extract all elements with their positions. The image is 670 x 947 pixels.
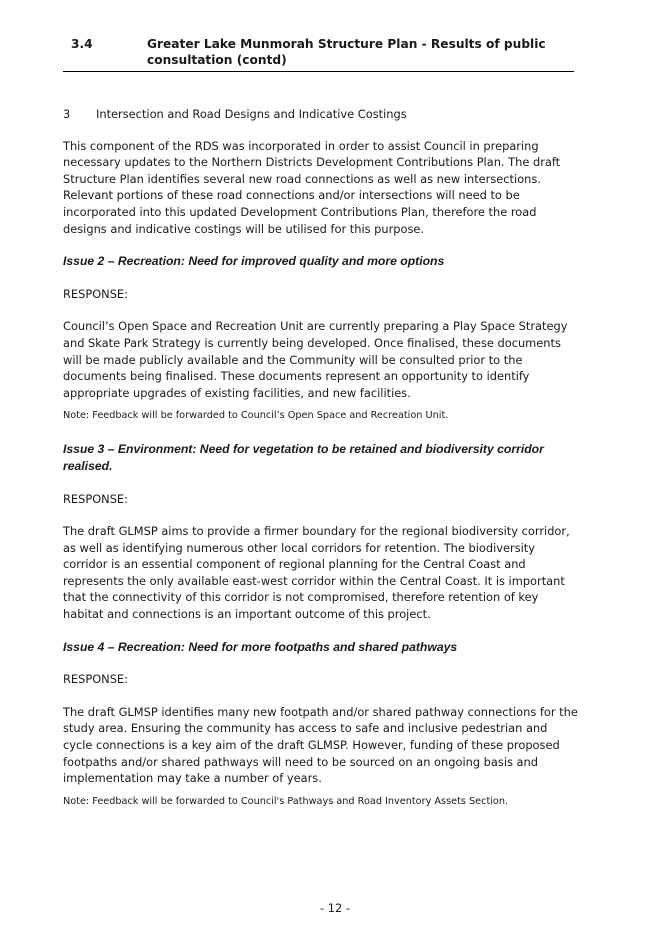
response-label: RESPONSE:: [63, 491, 128, 506]
page-header: [63, 36, 574, 72]
issue-heading: Issue 3 – Environment: Need for vegetation to be retained and biodiversity corridor realised.: [63, 442, 544, 473]
item-text: Intersection and Road Designs and Indicative Costings: [96, 107, 407, 121]
item-number: 3: [63, 107, 71, 121]
numbered-item: [63, 106, 578, 123]
response-label: RESPONSE:: [63, 672, 128, 687]
response-label: RESPONSE:: [63, 286, 128, 301]
note-text: Note: Feedback will be forwarded to Council’s Open Space and Recreation Unit.: [63, 410, 449, 422]
response-paragraph: Council’s Open Space and Recreation Unit are currently preparing a Play Space Strategy and Skate Park Strategy is currently being developed. Once finalised, these documents will be made publicly available and the Community will be consulted prior to the documents being finalised. These documents represent an opportunity to identify appropriate upgrades of existing facilities, and new facilities.: [63, 319, 568, 400]
intro-paragraph: This component of the RDS was incorporated in order to assist Council in preparing necessary updates to the Northern Districts Development Contributions Plan. The draft Structure Plan identifies several new road connections as well as new intersections. Relevant portions of these road connections and/or intersections will need to be incorporated into this updated Development Contributions Plan, therefore the road designs and indicative costings will be utilised for this purpose.: [63, 138, 561, 236]
section-title: Greater Lake Munmorah Structure Plan - Results of public consultation (contd): [147, 37, 546, 67]
response-paragraph: The draft GLMSP aims to provide a firmer boundary for the regional biodiversity corridor, as well as identifying numerous other local corridors for retention. The biodiversity corridor is an essential component of regional planning for the Central Coast and represents the only available east-west corridor within the Central Coast. It is important that the connectivity of this corridor is not compromised, therefore retention of key habitat and connections is an important outcome of this project.: [63, 524, 570, 622]
section-number: 3.4: [71, 37, 93, 51]
note-text: Note: Feedback will be forwarded to Council's Pathways and Road Inventory Assets Section.: [63, 795, 509, 807]
page-content: [63, 106, 578, 827]
response-paragraph: The draft GLMSP identifies many new footpath and/or shared pathway connections for the study area. Ensuring the community has access to safe and inclusive pedestrian and cycle connections is a key aim of the draft GLMSP. However, funding of these proposed footpaths and/or shared pathways will need to be sourced on an ongoing basis and implementation may take a number of years.: [63, 704, 578, 786]
page-number: - 12 -: [320, 901, 350, 915]
issue-heading: Issue 2 – Recreation: Need for improved quality and more options: [63, 254, 445, 269]
issue-heading: Issue 4 – Recreation: Need for more footpaths and shared pathways: [63, 639, 458, 654]
